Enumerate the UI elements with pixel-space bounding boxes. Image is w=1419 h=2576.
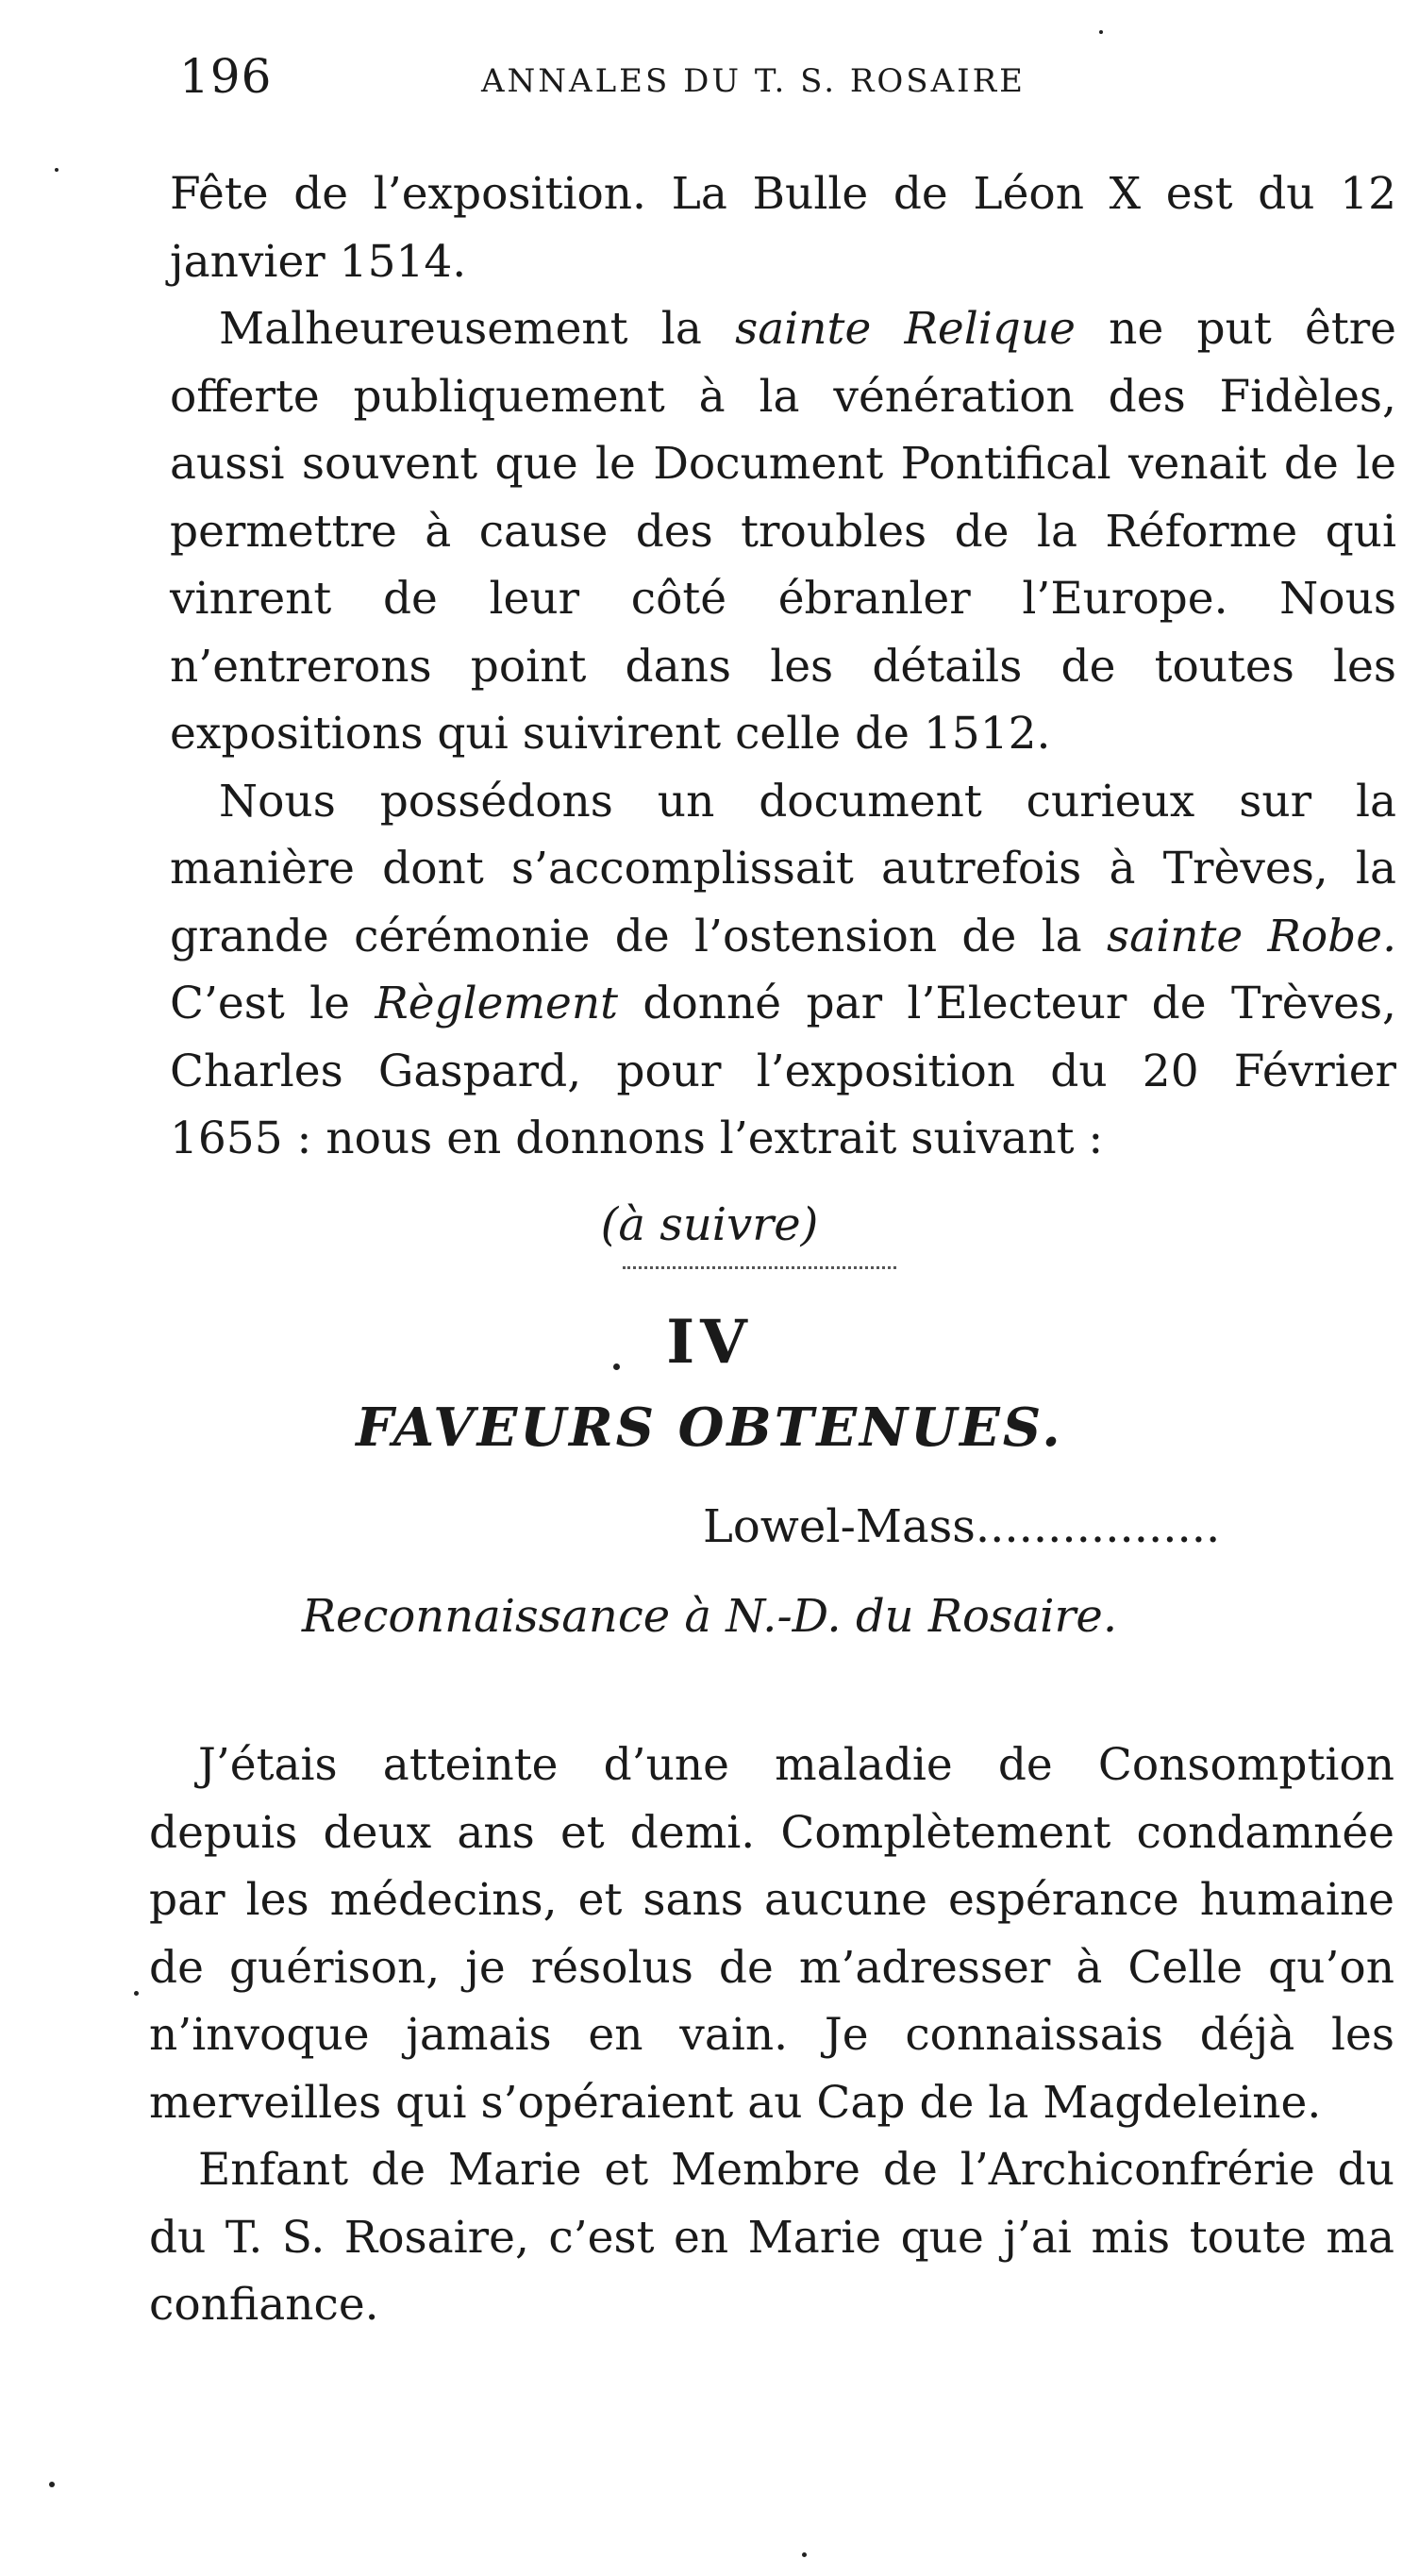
paragraph: Enfant de Marie et Membre de l’Archiconfrérie du du T. S. Rosaire, c’est en Marie que j’ai mis toute ma confiance.: [149, 2144, 1394, 2331]
dotted-separator: [623, 1266, 896, 1275]
italic-phrase: sainte Relique: [735, 303, 1076, 355]
paragraph-text: donné par l’Electeur de Trèves, Charles Gaspard, pour l’exposition du 20 Février 1655 : nous en donnons l’extrait suivant :: [170, 978, 1397, 1164]
to-be-continued-note: (à suivre): [600, 1198, 819, 1251]
running-title: ANNALES DU T. S. ROSAIRE: [481, 62, 1026, 100]
location-line: Lowel-Mass.................: [703, 1500, 1221, 1553]
print-speck: [55, 168, 58, 172]
paragraph: [170, 160, 1396, 295]
paragraph-text: Nous possédons un document curieux sur la manière dont s’accomplissait autrefois à Trèves, la grande cérémonie de l’ostension de la: [170, 775, 1396, 962]
italic-phrase: Règlement: [375, 978, 618, 1029]
print-speck: [134, 1991, 139, 1996]
paragraph: [170, 295, 1396, 768]
paragraph: [170, 768, 1396, 1173]
paragraph-text: Malheureusement la: [219, 303, 736, 355]
paragraph-text: Fête de l’exposition. La Bulle de Léon X est du 12 janvier 1514.: [170, 168, 1396, 288]
print-speck: [802, 2552, 807, 2557]
article-continuation: [170, 160, 1396, 1173]
paragraph-text: C’est le: [170, 978, 376, 1029]
section-numeral: IV: [666, 1307, 753, 1378]
section-title: FAVEURS OBTENUES.: [356, 1397, 1063, 1459]
paragraph: J’étais atteinte d’une maladie de Consomption depuis deux ans et demi. Complètement condamnée par les médecins, et sans aucune espérance humaine de guérison, je résolus de m’adresser à Celle qu’on n’invoque jamais en vain. Je connaissais déjà les merveilles qui s’opéraient au Cap de la Magdeleine.: [149, 1739, 1394, 2129]
print-speck: [1099, 30, 1103, 34]
section-subtitle: Reconnaissance à N.-D. du Rosaire.: [301, 1590, 1118, 1643]
page-header: [170, 49, 1387, 115]
testimony-text: [149, 1731, 1394, 2339]
paragraph-text: ne put être offerte publiquement à la vénération des Fidèles, aussi souvent que le Document Pontifical venait de le permettre à cause des troubles de la Réforme qui vinrent de leur côté ébranler l’Europe. Nous n’entrerons point dans les détails de toutes les expositions qui suivirent celle de 1512.: [170, 303, 1396, 760]
italic-phrase: sainte Robe.: [1107, 910, 1397, 962]
print-speck: [49, 2482, 55, 2487]
print-speck: [613, 1363, 620, 1370]
page-number: 196: [179, 49, 273, 104]
